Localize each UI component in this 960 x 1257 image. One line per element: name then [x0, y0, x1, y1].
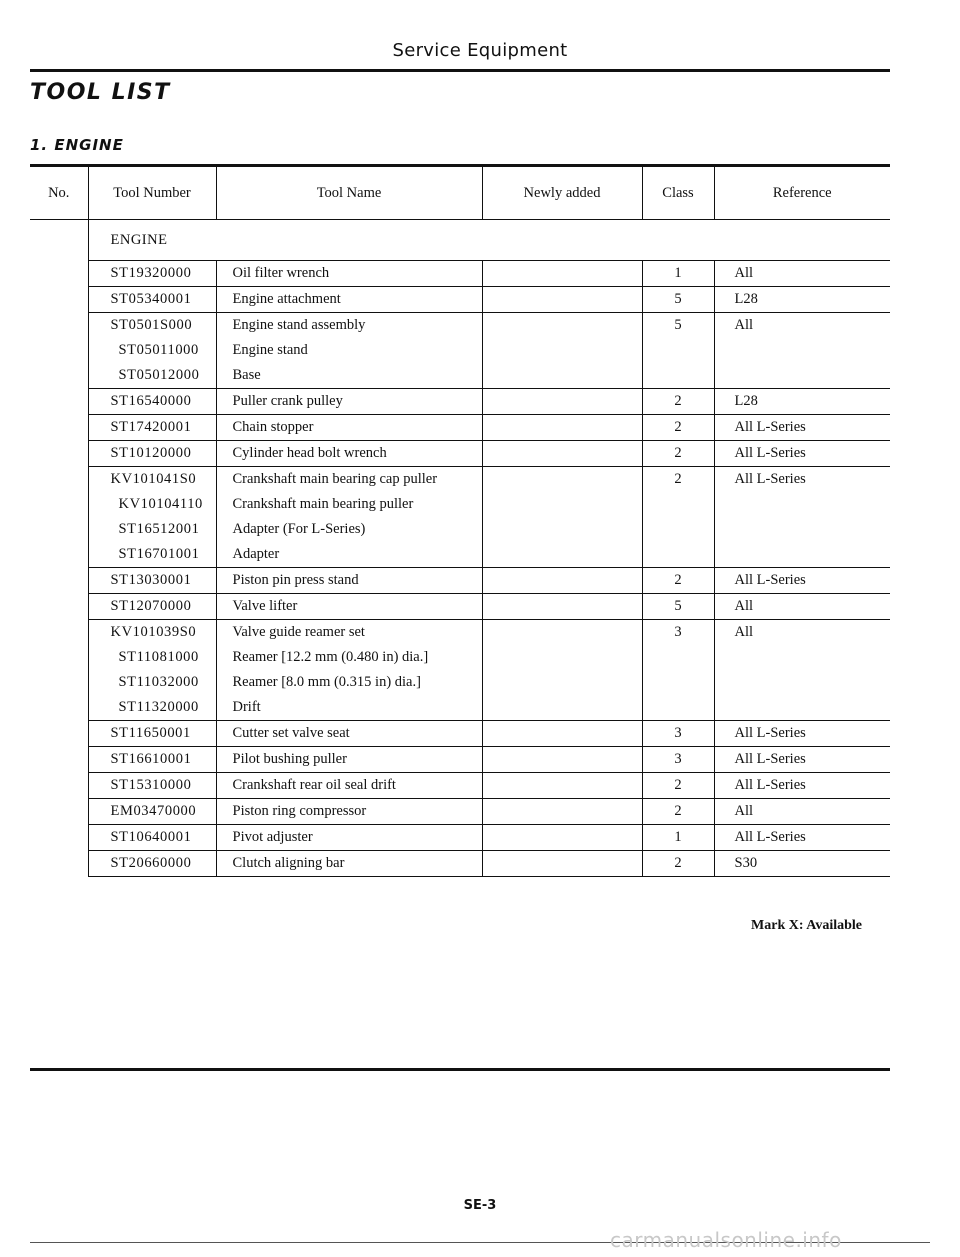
tool-number: ST10120000	[110, 445, 192, 461]
reference-cell	[714, 261, 890, 287]
class-value: 5	[674, 598, 682, 614]
reference-value: L28	[734, 393, 758, 409]
tool-name: Valve guide reamer set	[232, 624, 365, 640]
reference-cell	[714, 747, 890, 773]
newly-added-value	[483, 389, 642, 414]
table-row	[30, 441, 890, 467]
group-row-engine	[30, 220, 890, 261]
no-cell	[30, 568, 88, 594]
tool-name: Engine attachment	[232, 291, 341, 307]
class-value: 1	[674, 829, 682, 845]
table-header-row	[30, 167, 890, 220]
tool-number-cell	[88, 773, 216, 799]
table-row	[30, 721, 890, 747]
table-row	[30, 568, 890, 594]
tool-name: Puller crank pulley	[232, 393, 343, 409]
class-cell	[642, 415, 714, 441]
newly-added-cell	[482, 620, 642, 721]
class-value: 2	[674, 419, 682, 435]
reference-cell	[714, 721, 890, 747]
tool-name-cell	[216, 313, 482, 389]
reference-value: L28	[734, 291, 758, 307]
class-value: 1	[674, 265, 682, 281]
tool-number-cell	[88, 721, 216, 747]
reference-cell	[714, 773, 890, 799]
class-cell	[642, 594, 714, 620]
reference-cell	[714, 568, 890, 594]
newly-added-cell	[482, 851, 642, 877]
tool-number: ST13030001	[110, 572, 192, 588]
reference-cell	[714, 825, 890, 851]
tool-number-cell	[88, 389, 216, 415]
tool-name-cell	[216, 441, 482, 467]
class-cell	[642, 851, 714, 877]
tool-name: Crankshaft main bearing puller	[232, 496, 414, 512]
no-cell	[30, 721, 88, 747]
reference-value: All	[734, 317, 754, 333]
table-row	[30, 287, 890, 313]
tool-name-cell	[216, 594, 482, 620]
no-cell	[30, 389, 88, 415]
no-cell	[30, 747, 88, 773]
reference-cell	[714, 851, 890, 877]
tool-name-cell	[216, 415, 482, 441]
tool-number-cell	[88, 441, 216, 467]
running-header: Service Equipment	[392, 40, 568, 61]
tool-number: ST11032000	[118, 674, 199, 690]
tool-number: ST17420001	[110, 419, 192, 435]
col-header-no: No.	[30, 167, 88, 220]
mark-note: Mark X: Available	[751, 918, 862, 933]
reference-value: All L-Series	[734, 829, 806, 845]
tool-number-cell	[88, 467, 216, 568]
tool-name-cell	[216, 389, 482, 415]
tool-number: ST05340001	[110, 291, 192, 307]
tool-name: Cylinder head bolt wrench	[232, 445, 387, 461]
newly-added-value	[483, 721, 642, 746]
class-cell	[642, 773, 714, 799]
class-cell	[642, 313, 714, 389]
no-cell	[30, 851, 88, 877]
class-cell	[642, 261, 714, 287]
newly-added-value	[483, 287, 642, 312]
tool-list-table	[30, 167, 890, 877]
tool-number: ST20660000	[110, 855, 192, 871]
class-cell	[642, 747, 714, 773]
tool-number-cell	[88, 568, 216, 594]
reference-cell	[714, 594, 890, 620]
tool-name: Chain stopper	[232, 419, 314, 435]
newly-added-value	[483, 773, 642, 798]
table-row	[30, 851, 890, 877]
table-row	[30, 389, 890, 415]
reference-value: All	[734, 598, 754, 614]
class-value: 5	[674, 317, 682, 333]
class-value: 5	[674, 291, 682, 307]
col-header-tool-number: Tool Number	[88, 167, 216, 220]
class-cell	[642, 721, 714, 747]
reference-cell	[714, 313, 890, 389]
no-cell	[30, 620, 88, 721]
reference-cell	[714, 287, 890, 313]
header-rule	[30, 69, 890, 72]
tool-name: Adapter (For L-Series)	[232, 521, 366, 537]
tool-number-cell	[88, 851, 216, 877]
tool-number-cell	[88, 620, 216, 721]
tool-number: ST05011000	[118, 342, 199, 358]
tool-name: Engine stand assembly	[232, 317, 366, 333]
tool-number: KV101041S0	[110, 471, 197, 487]
table-row	[30, 799, 890, 825]
newly-added-value	[483, 313, 642, 338]
class-cell	[642, 389, 714, 415]
table-row	[30, 415, 890, 441]
no-cell	[30, 313, 88, 389]
class-value: 2	[674, 803, 682, 819]
no-cell	[30, 467, 88, 568]
col-header-tool-name: Tool Name	[216, 167, 482, 220]
tool-number: ST11650001	[110, 725, 191, 741]
newly-added-cell	[482, 747, 642, 773]
newly-added-value	[483, 825, 642, 850]
reference-value: All L-Series	[734, 419, 806, 435]
tool-name: Valve lifter	[232, 598, 298, 614]
tool-number: ST11081000	[118, 649, 199, 665]
reference-cell	[714, 389, 890, 415]
tool-number-cell	[88, 799, 216, 825]
newly-added-cell	[482, 721, 642, 747]
reference-value: All L-Series	[734, 777, 806, 793]
table-row	[30, 825, 890, 851]
table-body	[30, 220, 890, 877]
tool-name: Drift	[232, 699, 261, 715]
class-cell	[642, 825, 714, 851]
class-cell	[642, 467, 714, 568]
reference-value: All L-Series	[734, 445, 806, 461]
no-cell	[30, 799, 88, 825]
table-row	[30, 747, 890, 773]
tool-name: Cutter set valve seat	[232, 725, 350, 741]
reference-value: All L-Series	[734, 471, 806, 487]
tool-number: ST16610001	[110, 751, 192, 767]
newly-added-cell	[482, 389, 642, 415]
newly-added-value	[483, 594, 642, 619]
subsection-title: 1. ENGINE	[30, 136, 124, 154]
newly-added-value	[483, 467, 642, 492]
reference-value: All	[734, 624, 754, 640]
tool-number: ST10640001	[110, 829, 192, 845]
tool-number: EM03470000	[110, 803, 197, 819]
class-value: 3	[674, 624, 682, 640]
page-number: SE-3	[463, 1198, 497, 1213]
reference-value: All L-Series	[734, 572, 806, 588]
newly-added-value	[483, 747, 642, 772]
tool-name: Base	[232, 367, 261, 383]
table-row	[30, 467, 890, 568]
newly-added-value	[483, 415, 642, 440]
tool-number-cell	[88, 747, 216, 773]
tool-number-cell	[88, 594, 216, 620]
class-cell	[642, 799, 714, 825]
tool-name-cell	[216, 773, 482, 799]
newly-added-value	[483, 568, 642, 593]
tool-number-cell	[88, 313, 216, 389]
tool-number-cell	[88, 825, 216, 851]
tool-name-cell	[216, 467, 482, 568]
tool-number: ST16512001	[118, 521, 200, 537]
class-cell	[642, 287, 714, 313]
class-cell	[642, 441, 714, 467]
tool-number: ST19320000	[110, 265, 192, 281]
class-value: 2	[674, 855, 682, 871]
reference-cell	[714, 620, 890, 721]
no-cell	[30, 594, 88, 620]
table-row	[30, 594, 890, 620]
tool-name: Pivot adjuster	[232, 829, 313, 845]
class-value: 3	[674, 725, 682, 741]
newly-added-value	[483, 441, 642, 466]
newly-added-cell	[482, 467, 642, 568]
tool-name-cell	[216, 825, 482, 851]
tool-name-cell	[216, 568, 482, 594]
newly-added-cell	[482, 415, 642, 441]
newly-added-cell	[482, 799, 642, 825]
tool-name: Crankshaft main bearing cap puller	[232, 471, 438, 487]
reference-cell	[714, 441, 890, 467]
tool-name: Oil filter wrench	[232, 265, 330, 281]
tool-number: ST11320000	[118, 699, 199, 715]
tool-number-cell	[88, 287, 216, 313]
tool-name: Pilot bushing puller	[232, 751, 347, 767]
tool-name-cell	[216, 620, 482, 721]
no-cell	[30, 773, 88, 799]
table-bottom-rule	[30, 1068, 890, 1071]
tool-name: Reamer [12.2 mm (0.480 in) dia.]	[232, 649, 429, 665]
group-label-cell	[88, 220, 890, 261]
table-row	[30, 313, 890, 389]
class-cell	[642, 620, 714, 721]
no-cell	[30, 415, 88, 441]
tool-name-cell	[216, 747, 482, 773]
no-cell	[30, 220, 88, 261]
newly-added-value	[483, 799, 642, 824]
tool-number: ST05012000	[118, 367, 200, 383]
no-cell	[30, 825, 88, 851]
tool-number: ST16701001	[118, 546, 200, 562]
reference-cell	[714, 799, 890, 825]
tool-number: ST0501S000	[110, 317, 193, 333]
tool-number-cell	[88, 415, 216, 441]
tool-name-cell	[216, 721, 482, 747]
tool-name: Engine stand	[232, 342, 308, 358]
newly-added-cell	[482, 441, 642, 467]
reference-value: All L-Series	[734, 725, 806, 741]
newly-added-value	[483, 851, 642, 876]
tool-number: KV10104110	[118, 496, 203, 512]
tool-name-cell	[216, 287, 482, 313]
tool-name: Clutch aligning bar	[232, 855, 345, 871]
col-header-newly-added: Newly added	[482, 167, 642, 220]
tool-name-cell	[216, 261, 482, 287]
reference-cell	[714, 467, 890, 568]
class-value: 2	[674, 777, 682, 793]
newly-added-cell	[482, 773, 642, 799]
no-cell	[30, 261, 88, 287]
newly-added-cell	[482, 287, 642, 313]
tool-name-cell	[216, 851, 482, 877]
tool-name: Piston pin press stand	[232, 572, 359, 588]
tool-number: ST12070000	[110, 598, 192, 614]
class-value: 2	[674, 572, 682, 588]
reference-value: All	[734, 803, 754, 819]
reference-cell	[714, 415, 890, 441]
col-header-class: Class	[642, 167, 714, 220]
class-value: 2	[674, 445, 682, 461]
class-value: 3	[674, 751, 682, 767]
newly-added-cell	[482, 568, 642, 594]
tool-number-cell	[88, 261, 216, 287]
class-cell	[642, 568, 714, 594]
table-row	[30, 261, 890, 287]
no-cell	[30, 441, 88, 467]
newly-added-value	[483, 620, 642, 645]
class-value: 2	[674, 471, 682, 487]
reference-value: S30	[734, 855, 758, 871]
newly-added-cell	[482, 594, 642, 620]
tool-name-cell	[216, 799, 482, 825]
newly-added-cell	[482, 825, 642, 851]
tool-name: Reamer [8.0 mm (0.315 in) dia.]	[232, 674, 421, 690]
newly-added-cell	[482, 313, 642, 389]
section-title: TOOL LIST	[30, 80, 171, 105]
tool-name: Piston ring compressor	[232, 803, 367, 819]
reference-value: All	[734, 265, 754, 281]
group-label: ENGINE	[110, 231, 168, 248]
tool-name: Crankshaft rear oil seal drift	[232, 777, 396, 793]
class-value: 2	[674, 393, 682, 409]
watermark: carmanualsonline.info	[610, 1228, 842, 1252]
newly-added-cell	[482, 261, 642, 287]
tool-name: Adapter	[232, 546, 280, 562]
tool-number: KV101039S0	[110, 624, 197, 640]
tool-number: ST15310000	[110, 777, 192, 793]
newly-added-value	[483, 261, 642, 286]
table-row	[30, 620, 890, 721]
no-cell	[30, 287, 88, 313]
table-row	[30, 773, 890, 799]
tool-number: ST16540000	[110, 393, 192, 409]
col-header-reference: Reference	[714, 167, 890, 220]
reference-value: All L-Series	[734, 751, 806, 767]
